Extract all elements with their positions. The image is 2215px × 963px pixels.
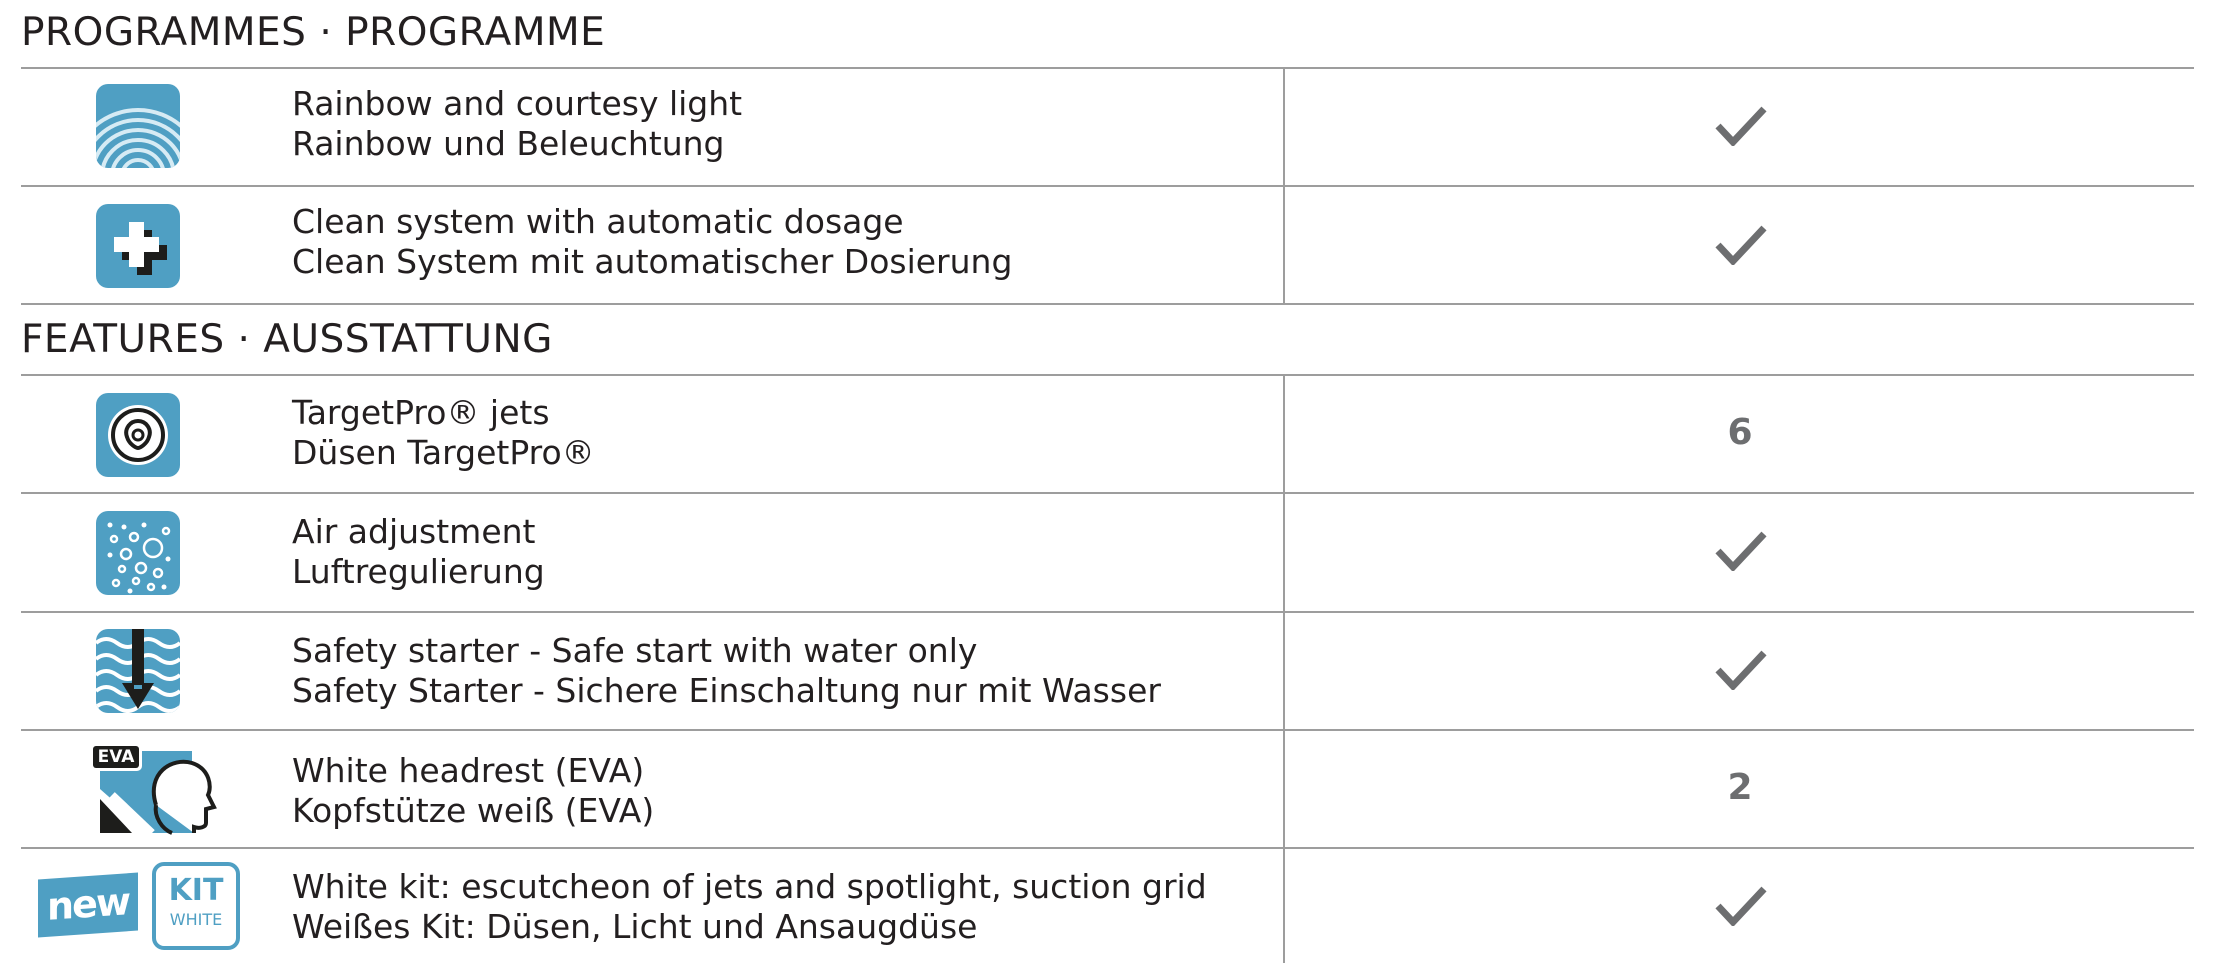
kit-text: KIT xyxy=(168,873,224,908)
divider xyxy=(21,374,2194,376)
clean-system-icon xyxy=(96,204,180,288)
divider xyxy=(21,611,2194,613)
feature-label-en: Safety starter - Safe start with water only xyxy=(292,631,978,670)
targetpro-jet-icon xyxy=(96,393,180,477)
feature-label-de: Safety Starter - Sichere Einschaltung nur mit Wasser xyxy=(292,671,1161,710)
feature-label-en: TargetPro® jets xyxy=(292,393,550,432)
feature-label-de: Weißes Kit: Düsen, Licht und Ansaugdüse xyxy=(292,907,978,946)
section-title-programmes: PROGRAMMES · PROGRAMME xyxy=(21,10,606,55)
check-icon xyxy=(1715,225,1767,265)
divider xyxy=(21,492,2194,494)
check-icon xyxy=(1715,886,1767,926)
white-text: WHITE xyxy=(169,910,223,929)
feature-label-de: Kopfstütze weiß (EVA) xyxy=(292,791,655,830)
feature-label-en: Rainbow and courtesy light xyxy=(292,84,743,123)
air-bubbles-icon xyxy=(96,511,180,595)
feature-label-de: Düsen TargetPro® xyxy=(292,433,595,472)
feature-label-en: Clean system with automatic dosage xyxy=(292,202,904,241)
eva-badge-text: EVA xyxy=(97,747,135,767)
feature-label-de: Rainbow und Beleuchtung xyxy=(292,124,725,163)
section-title-features: FEATURES · AUSSTATTUNG xyxy=(21,317,553,362)
divider xyxy=(21,729,2194,731)
feature-label-en: White kit: escutcheon of jets and spotlight, suction grid xyxy=(292,867,1207,906)
feature-label-de: Luftregulierung xyxy=(292,552,545,591)
check-icon xyxy=(1715,106,1767,146)
column-divider xyxy=(1283,375,1285,963)
divider xyxy=(21,185,2194,187)
check-icon xyxy=(1715,650,1767,690)
feature-value: 6 xyxy=(1727,412,1753,453)
divider xyxy=(21,847,2194,849)
safety-starter-icon xyxy=(96,629,180,713)
divider xyxy=(21,67,2194,69)
check-icon xyxy=(1715,531,1767,571)
feature-label-en: Air adjustment xyxy=(292,512,536,551)
eva-headrest-icon xyxy=(90,743,222,835)
feature-label-en: White headrest (EVA) xyxy=(292,751,645,790)
rainbow-light-icon xyxy=(96,84,180,168)
new-badge-text: new xyxy=(47,879,129,929)
new-kit-white-icon xyxy=(38,860,242,950)
feature-label-de: Clean System mit automatischer Dosierung xyxy=(292,242,1013,281)
divider xyxy=(21,303,2194,305)
feature-value: 2 xyxy=(1727,767,1753,808)
